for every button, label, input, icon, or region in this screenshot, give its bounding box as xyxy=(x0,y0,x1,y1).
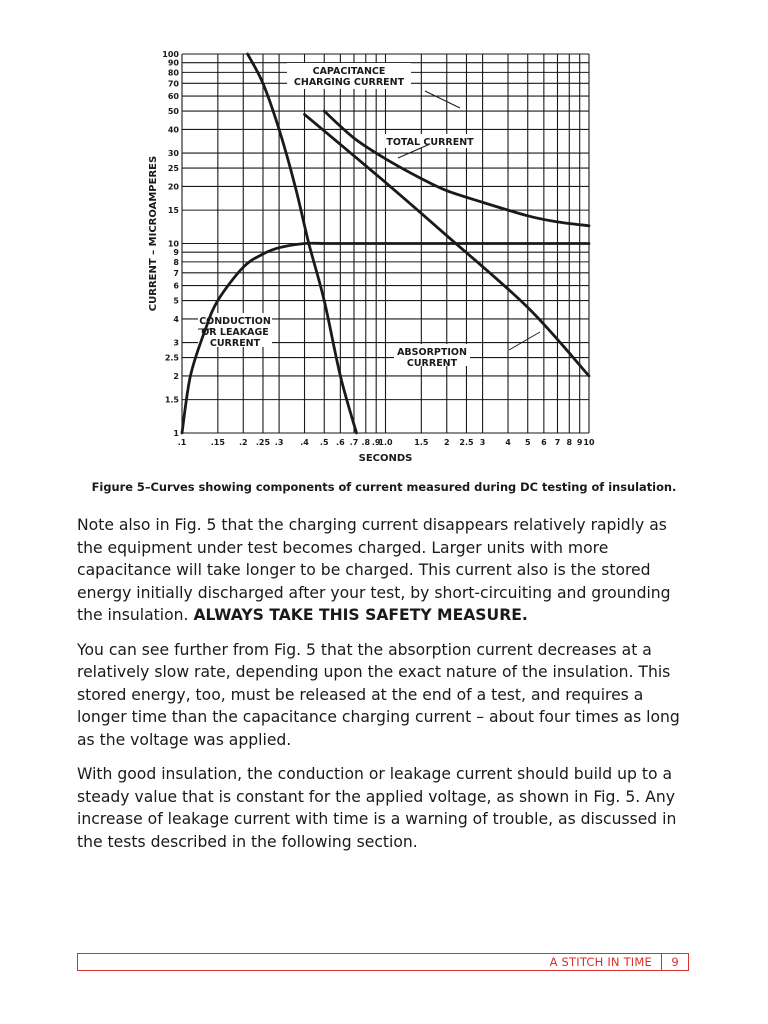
x-tick-label: .3 xyxy=(274,438,284,447)
y-tick-label: 1 xyxy=(173,429,179,438)
annotation-text: CONDUCTION xyxy=(199,316,271,327)
x-tick-label: 1.0 xyxy=(378,438,393,447)
annotation-text: CAPACITANCE xyxy=(312,66,386,77)
y-tick-label: 100 xyxy=(162,50,179,59)
figure-caption: Figure 5–Curves showing components of current measured during DC testing of insulation. xyxy=(91,480,677,494)
y-tick-label: 8 xyxy=(173,257,179,267)
y-tick-label: 6 xyxy=(173,281,179,291)
y-tick-label: 9 xyxy=(173,248,179,258)
x-tick-label: .4 xyxy=(300,438,309,447)
body-text xyxy=(77,514,697,865)
y-tick-label: 4 xyxy=(173,314,179,324)
y-tick-label: 3 xyxy=(173,338,179,348)
x-tick-label: .25 xyxy=(255,438,271,447)
x-tick-label: .8 xyxy=(361,438,371,447)
x-tick-label: 2.5 xyxy=(459,438,474,447)
annotation-text: CURRENT xyxy=(406,358,458,369)
x-tick-label: 1.5 xyxy=(414,438,429,447)
y-tick-label: 60 xyxy=(167,92,179,102)
paragraph-2: You can see further from Fig. 5 that the absorption current decreases at a relatively slow rate, depending upon the exact nature of the insulation. This stored energy, too, must be released at the end of a test, and requires a longer time than the capacitance charging current – about four times as long as the voltage was applied. xyxy=(77,640,680,749)
paragraph-3: With good insulation, the conduction or leakage current should build up to a steady value that is constant for the applied voltage, as shown in Fig. 5. Any increase of leakage current with time is a warning of trouble, as discussed in the tests described in the following section. xyxy=(77,765,677,851)
paragraph-1 xyxy=(77,514,697,627)
x-tick-label: .15 xyxy=(210,438,225,447)
y-tick-label: 2 xyxy=(173,371,179,381)
y-tick-label: 10 xyxy=(167,239,179,249)
leader-line xyxy=(425,91,460,108)
x-tick-label: .9 xyxy=(371,438,381,447)
page-number: 9 xyxy=(661,954,688,970)
x-tick-label: 4 xyxy=(505,438,511,447)
safety-emphasis: ALWAYS TAKE THIS SAFETY MEASURE. xyxy=(193,606,528,624)
x-tick-label: .1 xyxy=(177,438,187,447)
y-tick-label: 40 xyxy=(167,125,179,135)
y-tick-label: 1.5 xyxy=(164,395,179,405)
annotation-text: CURRENT xyxy=(209,338,261,349)
y-axis-title: CURRENT – MICROAMPERES xyxy=(148,155,159,312)
leader-line xyxy=(509,332,540,350)
figure-5-chart xyxy=(140,44,610,474)
x-tick-label: .6 xyxy=(336,438,345,447)
annotation-text: TOTAL CURRENT xyxy=(386,137,474,148)
y-tick-label: 30 xyxy=(167,149,179,159)
y-tick-label: 5 xyxy=(173,296,179,306)
y-tick-label: 7 xyxy=(173,268,179,278)
page-footer xyxy=(77,953,689,971)
x-axis-title: SECONDS xyxy=(358,453,413,464)
y-tick-label: 15 xyxy=(167,206,179,216)
footer-title: A STITCH IN TIME xyxy=(549,955,652,969)
y-tick-label: 80 xyxy=(167,68,179,78)
annotation-text: OR LEAKAGE xyxy=(201,327,269,338)
y-tick-label: 25 xyxy=(167,164,179,174)
paragraph-1-text: Note also in Fig. 5 that the charging current disappears relatively rapidly as the equipment under test becomes charged. Larger units with more capacitance will take longer to be charged. This current also is the stored energy initially discharged after your test, by short-circuiting and grounding the insulation. xyxy=(77,516,671,624)
y-tick-label: 70 xyxy=(167,79,179,89)
y-tick-label: 90 xyxy=(167,58,179,68)
annotation-text: ABSORPTION xyxy=(397,347,467,358)
annotation-text: CHARGING CURRENT xyxy=(293,77,405,88)
x-tick-label: 6 xyxy=(541,438,547,447)
x-tick-label: 5 xyxy=(524,438,531,447)
y-tick-label: 50 xyxy=(167,107,179,117)
x-tick-label: 10 xyxy=(583,438,595,447)
x-tick-label: .7 xyxy=(349,438,359,447)
y-tick-label: 20 xyxy=(167,182,179,192)
x-tick-label: 2 xyxy=(443,438,450,447)
x-tick-label: 7 xyxy=(554,438,561,447)
x-tick-label: .5 xyxy=(319,438,329,447)
x-tick-label: 3 xyxy=(479,438,486,447)
chart-svg xyxy=(140,44,610,474)
x-tick-label: 9 xyxy=(576,438,583,447)
x-tick-label: .2 xyxy=(238,438,248,447)
y-tick-label: 2.5 xyxy=(164,353,179,363)
x-tick-label: 8 xyxy=(566,438,573,447)
